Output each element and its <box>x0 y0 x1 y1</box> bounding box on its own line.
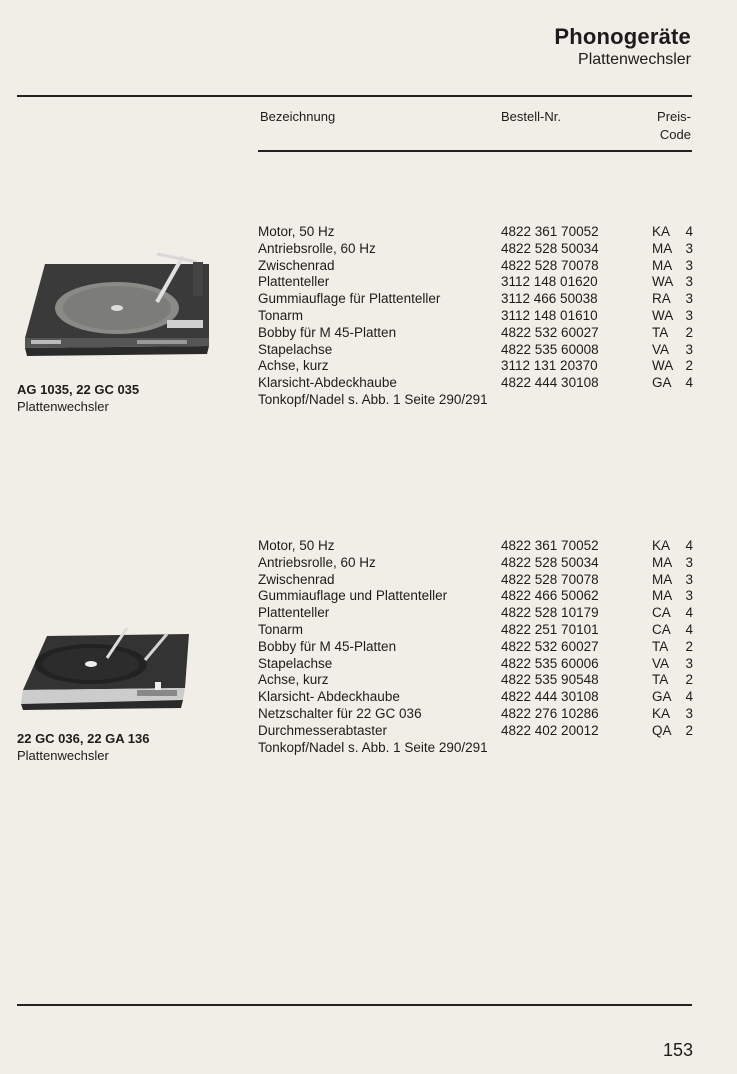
price-code: MA <box>652 588 673 604</box>
price-digit: 3 <box>685 705 693 721</box>
table-row <box>258 325 698 342</box>
part-number: 3112 466 50038 <box>501 291 598 307</box>
price-code: KA <box>652 538 671 553</box>
model-caption-2: 22 GC 036, 22 GA 136 <box>17 731 150 746</box>
price-code: CA <box>652 621 671 637</box>
table-row <box>258 258 698 275</box>
part-name: Stapelachse <box>258 341 333 357</box>
part-number: 4822 532 60027 <box>501 324 599 340</box>
table-row <box>258 723 698 740</box>
part-number: 4822 276 10286 <box>501 705 599 721</box>
part-name: Motor, 50 Hz <box>258 538 335 553</box>
column-header-order-nr: Bestell-Nr. <box>501 109 561 124</box>
part-name: Bobby für M 45-Platten <box>258 324 397 340</box>
table-row <box>258 291 698 308</box>
table-row <box>258 706 698 723</box>
type-caption-1: Plattenwechsler <box>17 399 109 414</box>
page-title: Phonogeräte <box>554 24 691 49</box>
record-changer-photo-2 <box>17 608 195 712</box>
price-code: TA <box>652 638 669 654</box>
price-digit: 4 <box>685 605 693 621</box>
price-code: TA <box>652 672 669 688</box>
column-header-name: Bezeichnung <box>260 109 336 124</box>
part-number: 4822 532 60027 <box>501 638 599 654</box>
table-row <box>258 538 698 555</box>
price-code: MA <box>652 571 673 587</box>
header-divider <box>258 150 692 152</box>
part-number: 4822 535 90548 <box>501 672 599 688</box>
part-number: 3112 148 01610 <box>501 307 598 323</box>
page-number: 153 <box>662 1040 693 1060</box>
record-changer-photo-1 <box>17 242 213 362</box>
price-digit: 2 <box>685 324 693 340</box>
price-digit: 3 <box>685 240 693 256</box>
price-code: VA <box>652 655 670 671</box>
part-number: 4822 402 20012 <box>501 722 599 738</box>
table-row <box>258 308 698 325</box>
price-code: CA <box>652 605 671 621</box>
price-digit: 3 <box>685 291 693 307</box>
price-header-line2: Code <box>659 127 691 142</box>
price-digit: 4 <box>685 538 693 553</box>
part-number: 4822 444 30108 <box>501 689 599 705</box>
price-digit: 4 <box>685 224 693 239</box>
price-code: MA <box>652 554 673 570</box>
part-name: Plattenteller <box>258 274 330 290</box>
part-number: 4822 466 50062 <box>501 588 599 604</box>
price-code: WA <box>652 307 674 323</box>
table-row <box>258 622 698 639</box>
price-code: GA <box>652 375 672 391</box>
price-code: KA <box>652 705 671 721</box>
price-digit: 2 <box>685 722 693 738</box>
part-name: Tonarm <box>258 621 304 637</box>
part-number: 4822 251 70101 <box>501 621 599 637</box>
part-number: 4822 528 70078 <box>501 571 599 587</box>
page-subtitle: Plattenwechsler <box>578 51 691 68</box>
part-number: 4822 528 70078 <box>501 257 599 273</box>
price-code: RA <box>652 291 671 307</box>
part-name: Tonarm <box>258 307 304 323</box>
part-name: Stapelachse <box>258 655 333 671</box>
price-digit: 3 <box>685 655 693 671</box>
price-digit: 4 <box>685 621 693 637</box>
table-row <box>258 605 698 622</box>
price-code: TA <box>652 324 669 340</box>
price-digit: 4 <box>685 375 693 391</box>
price-code: VA <box>652 341 670 357</box>
part-name: Gummiauflage für Plattenteller <box>258 291 441 307</box>
part-number: 4822 361 70052 <box>501 224 599 239</box>
table-row <box>258 224 698 241</box>
table-row <box>258 274 698 291</box>
table-row <box>258 241 698 258</box>
part-name: Gummiauflage und Plattenteller <box>258 588 448 604</box>
part-name: Zwischenrad <box>258 571 335 587</box>
part-number: 4822 444 30108 <box>501 375 599 391</box>
part-name: Durchmesserabtaster <box>258 722 388 738</box>
price-code: GA <box>652 689 672 705</box>
price-digit: 3 <box>685 588 693 604</box>
price-header-line1: Preis- <box>657 109 691 124</box>
part-name: Klarsicht-Abdeckhaube <box>258 375 397 391</box>
table-row <box>258 358 698 375</box>
top-divider <box>17 95 692 97</box>
price-code: WA <box>652 274 674 290</box>
table-row <box>258 656 698 673</box>
part-name: Klarsicht- Abdeckhaube <box>258 689 400 705</box>
price-digit: 3 <box>685 571 693 587</box>
price-digit: 3 <box>685 307 693 323</box>
part-number: 3112 148 01620 <box>501 274 598 290</box>
type-caption-2: Plattenwechsler <box>17 748 109 763</box>
part-name: Netzschalter für 22 GC 036 <box>258 705 422 721</box>
part-name: Achse, kurz <box>258 672 329 688</box>
price-digit: 2 <box>685 638 693 654</box>
price-digit: 4 <box>685 689 693 705</box>
price-digit: 2 <box>685 358 693 374</box>
part-number: 4822 528 50034 <box>501 240 599 256</box>
bottom-divider <box>17 1004 692 1006</box>
part-name: Antriebsrolle, 60 Hz <box>258 240 376 256</box>
table-row <box>258 639 698 656</box>
part-name: Bobby für M 45-Platten <box>258 638 397 654</box>
part-number: 4822 528 50034 <box>501 554 599 570</box>
price-digit: 2 <box>685 672 693 688</box>
part-number: 4822 535 60006 <box>501 655 599 671</box>
price-digit: 3 <box>685 274 693 290</box>
model-caption-1: AG 1035, 22 GC 035 <box>17 382 140 397</box>
parts-table-1 <box>258 224 698 409</box>
table-note: Tonkopf/Nadel s. Abb. 1 Seite 290/291 <box>258 391 488 407</box>
part-number: 3112 131 20370 <box>501 358 598 374</box>
price-code: MA <box>652 257 673 273</box>
table-row <box>258 342 698 359</box>
price-code: KA <box>652 224 671 239</box>
price-digit: 3 <box>685 554 693 570</box>
price-code: MA <box>652 240 673 256</box>
part-name: Zwischenrad <box>258 257 335 273</box>
part-name: Plattenteller <box>258 605 330 621</box>
table-row <box>258 672 698 689</box>
part-name: Motor, 50 Hz <box>258 224 335 239</box>
price-digit: 3 <box>685 341 693 357</box>
table-row <box>258 375 698 392</box>
price-code: QA <box>652 722 672 738</box>
table-note: Tonkopf/Nadel s. Abb. 1 Seite 290/291 <box>258 739 488 755</box>
price-code: WA <box>652 358 674 374</box>
column-header-price-code <box>631 108 691 144</box>
part-number: 4822 361 70052 <box>501 538 599 553</box>
price-digit: 3 <box>685 257 693 273</box>
table-row <box>258 555 698 572</box>
part-name: Achse, kurz <box>258 358 329 374</box>
part-number: 4822 535 60008 <box>501 341 599 357</box>
table-row <box>258 572 698 589</box>
part-number: 4822 528 10179 <box>501 605 599 621</box>
part-name: Antriebsrolle, 60 Hz <box>258 554 376 570</box>
table-row <box>258 588 698 605</box>
table-row <box>258 689 698 706</box>
parts-table-2 <box>258 538 698 756</box>
